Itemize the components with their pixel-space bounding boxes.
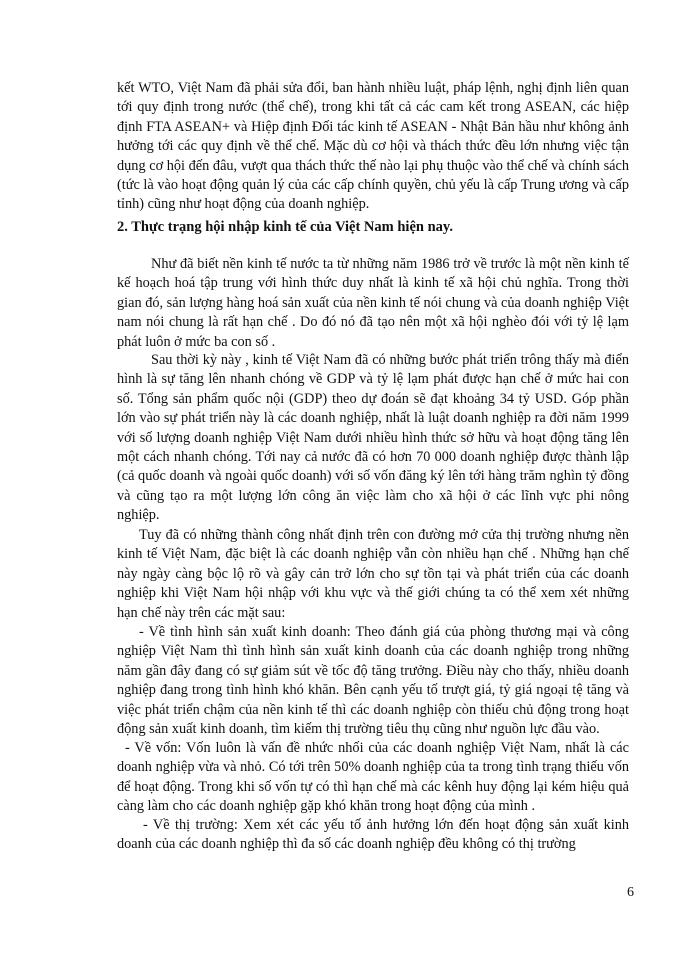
section-heading: 2. Thực trạng hội nhập kinh tế của Việt Nam hiện nay. [117, 219, 453, 235]
paragraph-intro-continuation: kết WTO, Việt Nam đã phải sửa đổi, ban hành nhiều luật, pháp lệnh, nghị định liên quan tới quy định trong nước (thể chế), trong khi tất cả các cam kết trong ASEAN, các hiệp định FTA ASEAN+ và Hiệp định Đối tác kinh tế ASEAN - Nhật Bản hầu như không ảnh hưởng tới các quy định về thể chế. Mặc dù cơ hội và thách thức đều lớn nhưng việc tận dụng cơ hội đến đâu, vượt qua thách thức thế nào lại phụ thuộc vào thể chế và chính sách (tức là vào hoạt động quản lý của các cấp chính quyền, chủ yếu là cấp Trung ương và cấp tỉnh) cũng như hoạt động của doanh nghiệp. [117, 80, 629, 213]
bullet-market: - Về thị trường: Xem xét các yếu tố ảnh hưởng lớn đến hoạt động sản xuất kinh doanh của các doanh nghiệp thì đa số các doanh nghiệp đều không có thị trường [117, 817, 629, 853]
page-number: 6 [627, 885, 634, 900]
paragraph-history: Như đã biết nền kinh tế nước ta từ những năm 1986 trở về trước là một nền kinh tế kế hoạch hoá tập trung với hình thức duy nhất là kinh tế xã hội chủ nghĩa. Trong thời gian đó, sản lượng hàng hoá sản xuất của nền kinh tế nói chung và của doanh nghiệp Việt nam nói chung là rất hạn chế . Do đó nó đã tạo nên một xã hội nghèo đói với tỷ lệ lạm phát luôn ở mức ba con số . [117, 256, 629, 350]
paragraph-limitations: Tuy đã có những thành công nhất định trên con đường mở cửa thị trường nhưng nền kinh tế Việt Nam, đặc biệt là các doanh nghiệp vẫn còn nhiều hạn chế . Những hạn chế này ngày càng bộc lộ rõ và gây cản trở lớn cho sự tồn tại và phát triển của các doanh nghiệp khi Việt Nam hội nhập với khu vực và thế giới chúng ta có thể xem xét những hạn chế này trên các mặt sau: [117, 527, 629, 621]
bullet-production: - Về tình hình sản xuất kinh doanh: Theo đánh giá của phòng thương mại và công nghiệp Việt Nam thì tình hình sản xuất kinh doanh của các doanh nghiệp trong những năm gần đây đang có sự giảm sút về tốc độ tăng trưởng. Điều này cho thấy, nhiều doanh nghiệp đang trong tình hình khó khăn. Bên cạnh yếu tố trượt giá, tỷ giá ngoại tệ tăng và việc phát triển chậm của nền kinh tế thì các doanh nghiệp còn thiếu chủ động trong hoạt động sản xuất kinh doanh, tìm kiếm thị trường tiêu thụ cũng như nguồn lực đầu vào. [117, 624, 629, 738]
paragraph-growth: Sau thời kỳ này , kinh tế Việt Nam đã có những bước phát triển trông thấy mà điển hình là sự tăng lên nhanh chóng về GDP và tỷ lệ lạm phát được hạn chế ở mức hai con số. Tổng sản phẩm quốc nội (GDP) theo dự đoán sẽ đạt khoảng 34 tỷ USD. Góp phần lớn vào sự phát triển này là các doanh nghiệp, nhất là luật doanh nghiệp ra đời năm 1999 với số lượng doanh nghiệp Việt Nam dưới nhiều hình thức sở hữu và hoạt động tăng lên một cách nhanh chóng. Tới nay cả nước đã có hơn 70 000 doanh nghiệp được thành lập (cả quốc doanh và ngoài quốc doanh) với số vốn đăng ký lên tới hàng trăm nghìn tỷ đồng và cũng tạo ra một lượng lớn công ăn việc làm cho xã hội ở các lĩnh vực phi nông nghiệp. [117, 352, 629, 524]
bullet-capital: - Về vốn: Vốn luôn là vấn đề nhức nhối của các doanh nghiệp Việt Nam, nhất là các doanh nghiệp vừa và nhỏ. Có tới trên 50% doanh nghiệp của ta trong tình trạng thiếu vốn để hoạt động. Trong khi số vốn tự có thì hạn chế mà các kênh huy động lại kém hiệu quả càng làm cho các doanh nghiệp gặp khó khăn trong hoạt động của mình . [117, 740, 629, 815]
